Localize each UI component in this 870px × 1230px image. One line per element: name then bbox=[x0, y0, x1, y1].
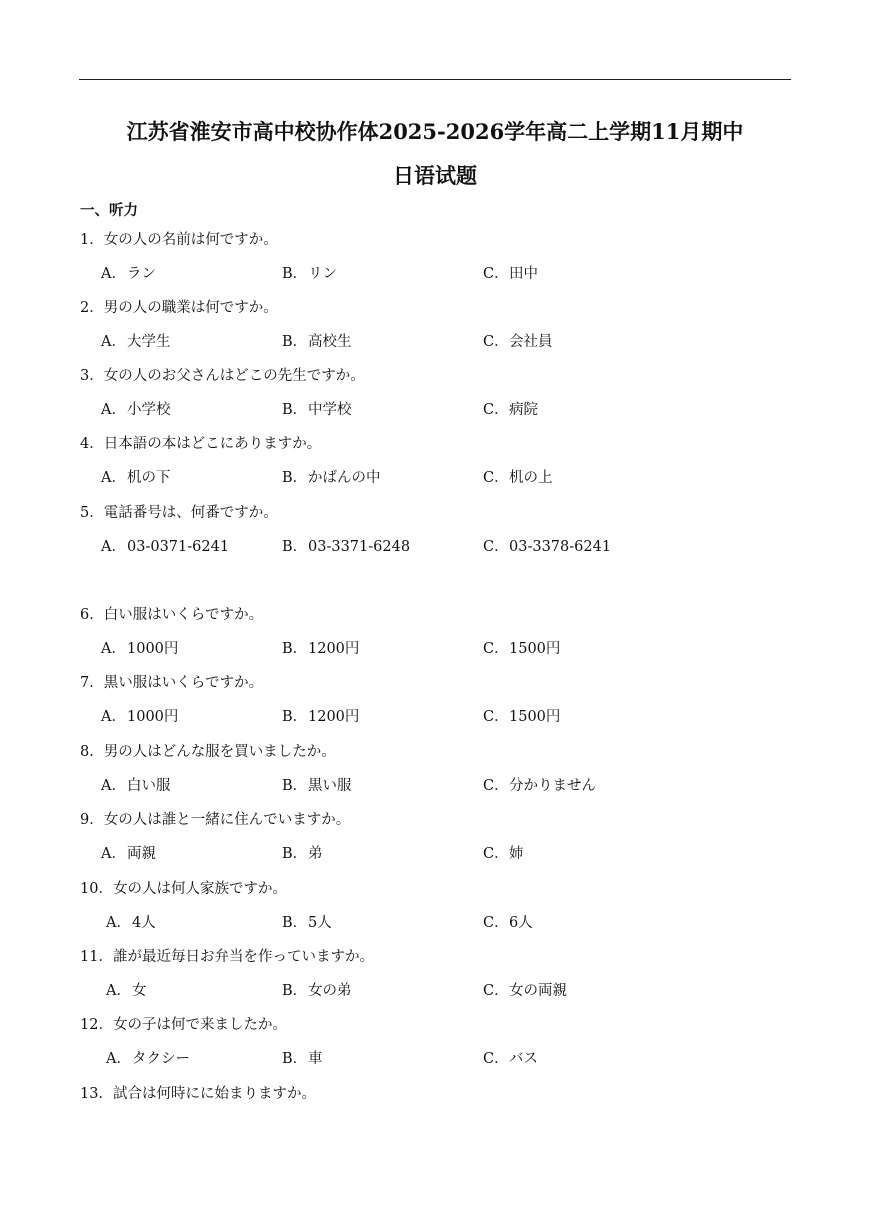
question-13: 13．試合は何時にに始まりますか。 bbox=[80, 1086, 316, 1102]
q3-option-a: A．小学校 bbox=[101, 402, 171, 418]
section-heading: 一、听力 bbox=[80, 202, 138, 219]
document-subtitle: 日语试题 bbox=[393, 163, 477, 188]
q1-option-a: A．ラン bbox=[101, 266, 156, 282]
q1-option-c: C．田中 bbox=[483, 266, 538, 282]
q4-option-b: B．かばんの中 bbox=[282, 470, 381, 486]
q11-option-b: B．女の弟 bbox=[282, 983, 352, 999]
q6-option-b: B．1200円 bbox=[282, 641, 360, 657]
q2-option-c: C．会社員 bbox=[483, 334, 553, 350]
q9-option-b: B．弟 bbox=[282, 846, 323, 862]
question-12: 12．女の子は何で来ましたか。 bbox=[80, 1017, 287, 1033]
q3-option-c: C．病院 bbox=[483, 402, 538, 418]
question-1: 1．女の人の名前は何ですか。 bbox=[80, 232, 278, 248]
q12-option-a: A．タクシー bbox=[106, 1051, 190, 1067]
document-title: 江苏省淮安市高中校协作体2025-2026学年高二上学期11月期中 bbox=[126, 119, 744, 144]
question-10: 10．女の人は何人家族ですか。 bbox=[80, 881, 287, 897]
q7-option-c: C．1500円 bbox=[483, 709, 561, 725]
q10-option-a: A．4人 bbox=[106, 915, 156, 931]
q5-option-c: C．03-3378-6241 bbox=[483, 539, 612, 555]
question-3: 3．女の人のお父さんはどこの先生ですか。 bbox=[80, 368, 365, 384]
question-4: 4．日本語の本はどこにありますか。 bbox=[80, 436, 322, 452]
q12-option-b: B．車 bbox=[282, 1051, 323, 1067]
q11-option-c: C．女の両親 bbox=[483, 983, 567, 999]
q5-option-b: B．03-3371-6248 bbox=[282, 539, 411, 555]
q8-option-a: A．白い服 bbox=[101, 778, 171, 794]
q2-option-a: A．大学生 bbox=[101, 334, 171, 350]
question-2: 2．男の人の職業は何ですか。 bbox=[80, 300, 278, 316]
question-8: 8．男の人はどんな服を買いましたか。 bbox=[80, 744, 336, 760]
q1-option-b: B．リン bbox=[282, 266, 337, 282]
q10-option-b: B．5人 bbox=[282, 915, 332, 931]
q7-option-a: A．1000円 bbox=[101, 709, 179, 725]
question-7: 7．黒い服はいくらですか。 bbox=[80, 675, 264, 691]
q6-option-c: C．1500円 bbox=[483, 641, 561, 657]
question-9: 9．女の人は誰と一緒に住んでいますか。 bbox=[80, 812, 351, 828]
q10-option-c: C．6人 bbox=[483, 915, 533, 931]
q8-option-c: C．分かりません bbox=[483, 778, 596, 794]
q5-option-a: A．03-0371-6241 bbox=[101, 539, 230, 555]
q4-option-a: A．机の下 bbox=[101, 470, 171, 486]
question-6: 6．白い服はいくらですか。 bbox=[80, 607, 264, 623]
q9-option-a: A．両親 bbox=[101, 846, 156, 862]
q11-option-a: A．女 bbox=[106, 983, 147, 999]
question-11: 11．誰が最近毎日お弁当を作っていますか。 bbox=[80, 949, 374, 965]
q4-option-c: C．机の上 bbox=[483, 470, 553, 486]
q7-option-b: B．1200円 bbox=[282, 709, 360, 725]
q8-option-b: B．黒い服 bbox=[282, 778, 352, 794]
header-rule bbox=[79, 79, 791, 80]
q6-option-a: A．1000円 bbox=[101, 641, 179, 657]
q9-option-c: C．姉 bbox=[483, 846, 524, 862]
q3-option-b: B．中学校 bbox=[282, 402, 352, 418]
question-5: 5．電話番号は、何番ですか。 bbox=[80, 505, 278, 521]
q12-option-c: C．バス bbox=[483, 1051, 538, 1067]
q2-option-b: B．高校生 bbox=[282, 334, 352, 350]
